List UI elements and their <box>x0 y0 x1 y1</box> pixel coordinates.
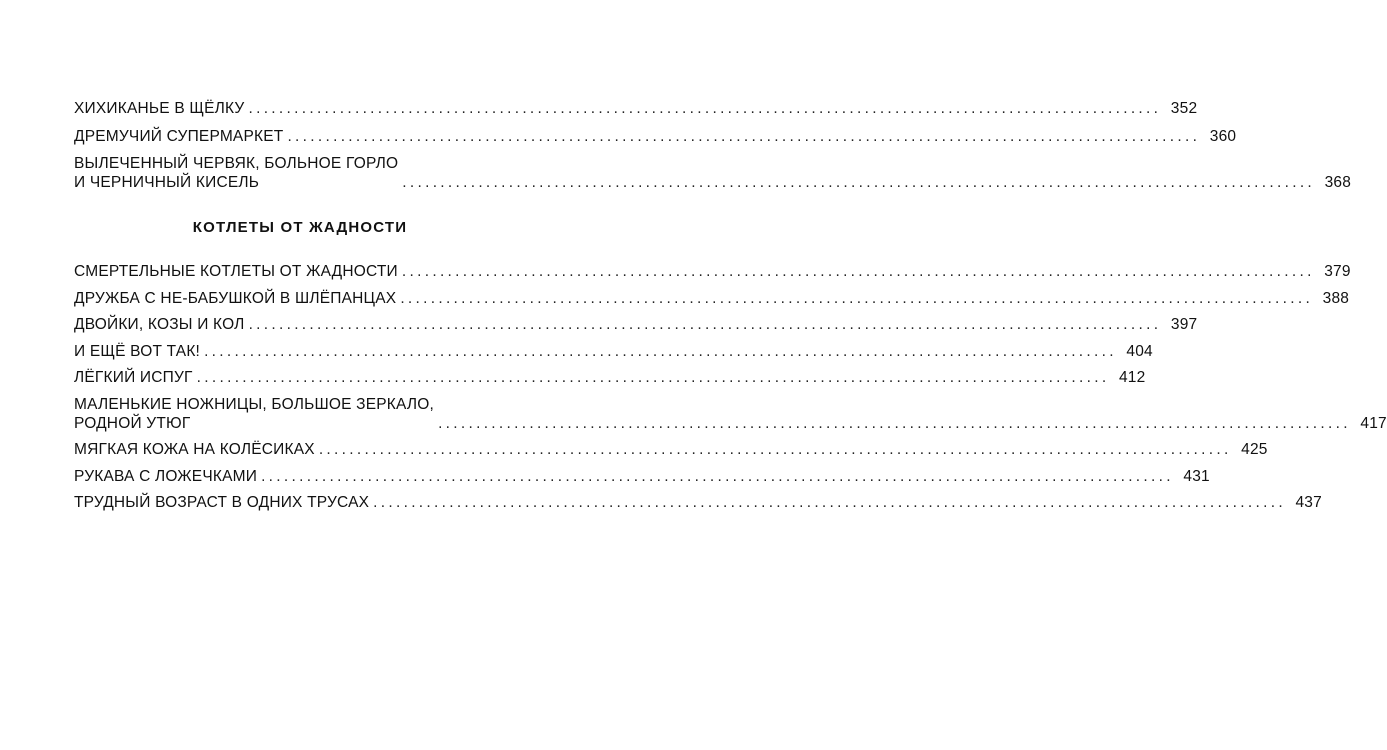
toc-entry-page-number: 437 <box>1295 494 1322 511</box>
toc-entry-title <box>74 493 369 512</box>
toc-entry-page-number: 417 <box>1360 414 1387 432</box>
dot-leader: ........................................................................................................................ <box>196 369 1110 386</box>
toc-entry-page-number: 352 <box>1170 100 1198 117</box>
toc-entry-title-line: МЯГКАЯ КОЖА НА КОЛЁСИКАХ <box>74 441 315 458</box>
toc-entry-title <box>74 440 315 459</box>
toc-entry-page-number: 379 <box>1324 263 1351 280</box>
dot-leader: ........................................................................................................................ <box>261 467 1174 485</box>
toc-entry-title-line: МАЛЕНЬКИЕ НОЖНИЦЫ, БОЛЬШОЕ ЗЕРКАЛО, <box>74 395 435 413</box>
dot-leader: ........................................................................................................................ <box>248 316 1162 333</box>
toc-entry-title <box>74 368 193 387</box>
toc-entry-title-line: ДРУЖБА С НЕ-БАБУШКОЙ В ШЛЁПАНЦАХ <box>74 289 397 307</box>
toc-entry-title <box>74 127 283 146</box>
dot-leader: ........................................................................................................................ <box>402 174 1316 191</box>
toc-entry-title <box>74 342 200 361</box>
toc-entry <box>74 395 1387 433</box>
toc-entry <box>74 99 1198 118</box>
toc-entry-title-line: СМЕРТЕЛЬНЫЕ КОТЛЕТЫ ОТ ЖАДНОСТИ <box>74 263 398 280</box>
toc-entry-page-number: 431 <box>1183 467 1210 485</box>
dot-leader: ........................................................................................................................ <box>400 289 1314 307</box>
toc-entry-title <box>74 289 396 308</box>
dot-leader: ........................................................................................................................ <box>373 494 1286 511</box>
toc-entry-page-number: 425 <box>1241 441 1268 458</box>
toc-entry <box>74 154 1352 192</box>
toc-entry-title <box>74 467 257 486</box>
toc-entry-page-number: 404 <box>1126 342 1153 360</box>
toc-entry <box>74 127 1237 146</box>
toc-entry-title-line: ДРЕМУЧИЙ СУПЕРМАРКЕТ <box>74 127 284 145</box>
dot-leader: ........................................................................................................................ <box>318 441 1232 458</box>
toc-entry-page-number: 412 <box>1118 369 1146 386</box>
toc-list-section <box>74 262 1387 520</box>
toc-entry-page-number: 360 <box>1209 127 1237 145</box>
toc-entry-title <box>74 262 398 281</box>
toc-entry-title <box>74 154 398 192</box>
toc-entry-page-number: 388 <box>1322 289 1350 307</box>
toc-entry-title <box>74 99 244 118</box>
section-heading: КОТЛЕТЫ ОТ ЖАДНОСТИ <box>192 219 408 236</box>
toc-entry-title-line: РУКАВА С ЛОЖЕЧКАМИ <box>74 467 258 485</box>
toc-entry-page-number: 368 <box>1324 174 1352 191</box>
toc-entry-title-line: ДВОЙКИ, КОЗЫ И КОЛ <box>74 316 245 333</box>
toc-entry <box>74 342 1153 361</box>
toc-entry-title-line: РОДНОЙ УТЮГ <box>74 414 191 432</box>
toc-entry <box>74 440 1268 459</box>
toc-entry-title <box>74 315 245 334</box>
toc-entry-title-line: ЛЁГКИЙ ИСПУГ <box>74 369 193 386</box>
toc-entry <box>74 289 1350 308</box>
dot-leader: ........................................................................................................................ <box>287 127 1201 145</box>
dot-leader: ........................................................................................................................ <box>401 263 1315 280</box>
toc-entry-page-number: 397 <box>1170 316 1198 333</box>
toc-entry <box>74 315 1198 334</box>
toc-entry <box>74 467 1210 486</box>
toc-entry <box>74 368 1146 387</box>
toc-entry-title-line: И ЕЩЁ ВОТ ТАК! <box>74 342 201 360</box>
toc-entry-title-line: ТРУДНЫЙ ВОЗРАСТ В ОДНИХ ТРУСАХ <box>74 494 370 511</box>
toc-entry-title <box>74 395 434 433</box>
dot-leader: ........................................................................................................................ <box>204 342 1117 360</box>
toc-entry-title-line: ВЫЛЕЧЕННЫЙ ЧЕРВЯК, БОЛЬНОЕ ГОРЛО <box>74 155 399 172</box>
toc-entry <box>74 262 1351 281</box>
toc-entry <box>74 493 1322 512</box>
dot-leader: ........................................................................................................................ <box>438 414 1351 432</box>
dot-leader: ........................................................................................................................ <box>248 100 1162 117</box>
toc-list-top <box>74 99 1352 201</box>
toc-entry-title-line: ХИХИКАНЬЕ В ЩЁЛКУ <box>74 100 245 117</box>
toc-entry-title-line: И ЧЕРНИЧНЫЙ КИСЕЛЬ <box>74 174 260 191</box>
